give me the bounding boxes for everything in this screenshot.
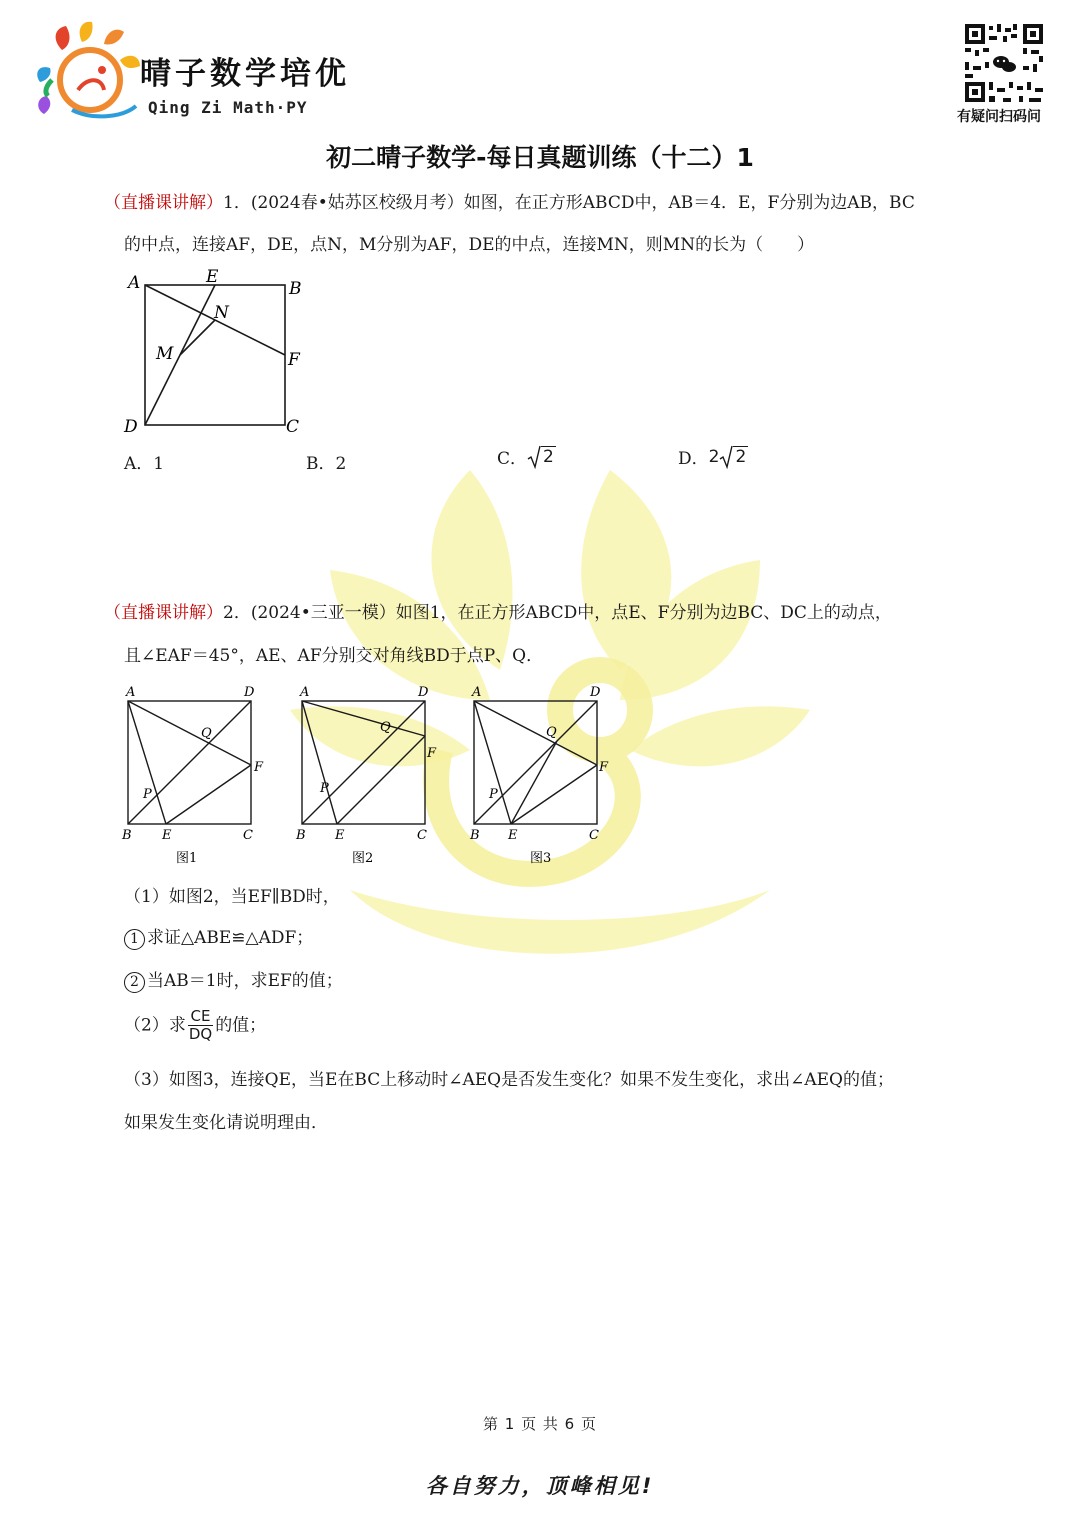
q2-sub-3-line-1: （3）如图3，连接QE，当E在BC上移动时∠AEQ是否发生变化？如果不发生变化，求出∠AEQ的值；	[124, 1070, 894, 1090]
q1-option-d[interactable]	[678, 444, 748, 469]
fig2-label-p: P	[320, 781, 329, 796]
qr-code-icon	[963, 22, 1045, 104]
q1-line-1	[104, 192, 915, 214]
fig3-label-e: E	[508, 828, 518, 843]
fig3-label-p: P	[489, 787, 498, 802]
fig1-label-p: P	[143, 787, 152, 802]
q1-text-1: 1．(2024春•姑苏区校级月考）如图，在正方形ABCD中，AB＝4．E，F分别为边AB，BC	[223, 193, 915, 213]
fig1-label-d: D	[244, 685, 255, 700]
qr-caption: 有疑问扫码问	[957, 109, 1041, 125]
brand-name-cn: 晴子数学培优	[140, 56, 350, 92]
fig3-label-f: F	[599, 760, 609, 775]
fig2-caption: 图2	[352, 851, 374, 866]
fraction-denominator: DQ	[188, 1025, 213, 1043]
q1-option-d-label: D．	[678, 449, 709, 469]
q1-option-c-radicand: 2	[543, 447, 554, 467]
q1-label-c: C	[286, 417, 300, 437]
fig1-label-c: C	[243, 828, 253, 843]
page-number: 第 1 页 共 6 页	[483, 1415, 597, 1433]
fig1-caption: 图1	[176, 851, 198, 866]
q2-tag: （直播课讲解）	[104, 603, 223, 623]
fig1-label-e: E	[162, 828, 172, 843]
sqrt-icon	[527, 445, 541, 469]
q1-option-d-radicand: 2	[735, 447, 747, 467]
fig2-label-d: D	[418, 685, 429, 700]
q2-line-2: 且∠EAF＝45°，AE、AF分别交对角线BD于点P、Q．	[124, 646, 544, 666]
q1-label-d: D	[124, 417, 138, 437]
circle-number-2: 2	[124, 972, 145, 993]
brand-name-en: Qing Zi Math·PY	[148, 98, 308, 117]
q2-sub-2-suffix: 的值；	[215, 1015, 267, 1036]
fraction-ce-dq	[188, 1008, 213, 1043]
q1-line-2: 的中点，连接AF，DE，点N，M分别为AF，DE的中点，连接MN，则MN的长为（ ）	[124, 235, 815, 255]
fig2-label-b: B	[296, 828, 306, 843]
fig3-label-a: A	[472, 685, 482, 700]
brand-logo-icon	[32, 20, 142, 125]
q2-sub-1-2	[124, 970, 343, 993]
q1-option-c[interactable]	[497, 444, 556, 469]
fig2-label-c: C	[417, 828, 427, 843]
q2-sub-1-1-text: 求证△ABE≌△ADF；	[147, 928, 314, 948]
q2-text-1: 2．(2024•三亚一模）如图1，在正方形ABCD中，点E、F分别为边BC、DC上的动点，	[223, 603, 892, 623]
q1-option-b[interactable]: B．2	[306, 454, 347, 474]
fig2-label-q: Q	[380, 720, 391, 735]
q2-figure-3	[462, 682, 622, 872]
q1-option-a[interactable]: A．1	[124, 454, 165, 474]
fig3-label-b: B	[470, 828, 480, 843]
q2-sub-1: （1）如图2，当EF∥BD时，	[124, 887, 340, 907]
q1-label-f: F	[288, 350, 300, 370]
document-title: 初二晴子数学-每日真题训练（十二）1	[326, 143, 754, 172]
sqrt-icon	[719, 445, 733, 469]
q2-sub-3-line-2: 如果发生变化请说明理由．	[124, 1113, 328, 1133]
fig1-label-q: Q	[201, 726, 212, 741]
fig3-label-q: Q	[546, 725, 557, 740]
fig1-label-a: A	[126, 685, 136, 700]
fig2-label-a: A	[300, 685, 310, 700]
q2-sub-2-prefix: （2）求	[124, 1015, 186, 1036]
q2-figure-1	[116, 682, 276, 872]
circle-number-1: 1	[124, 929, 145, 950]
q1-label-b: B	[289, 279, 302, 299]
q1-label-n: N	[214, 303, 229, 323]
q1-tag: （直播课讲解）	[104, 193, 223, 213]
q1-figure	[118, 262, 318, 440]
q1-label-a: A	[128, 273, 141, 293]
fig2-label-f: F	[427, 746, 437, 761]
slogan: 各自努力，顶峰相见!	[425, 1474, 655, 1498]
fig3-label-c: C	[589, 828, 599, 843]
q2-sub-1-2-text: 当AB＝1时，求EF的值；	[147, 971, 343, 991]
q2-sub-1-1	[124, 927, 313, 950]
fig3-label-d: D	[590, 685, 601, 700]
q1-label-m: M	[156, 344, 174, 364]
fig1-label-b: B	[122, 828, 132, 843]
q1-option-d-coef: 2	[708, 446, 720, 467]
q1-label-e: E	[206, 267, 219, 287]
fraction-numerator: CE	[188, 1008, 213, 1026]
fig1-label-f: F	[254, 760, 264, 775]
q1-option-c-label: C．	[497, 449, 528, 469]
fig3-caption: 图3	[530, 851, 552, 866]
q2-sub-2	[124, 1008, 266, 1043]
q2-figure-2	[290, 682, 450, 872]
fig2-label-e: E	[335, 828, 345, 843]
q2-line-1	[104, 602, 892, 624]
